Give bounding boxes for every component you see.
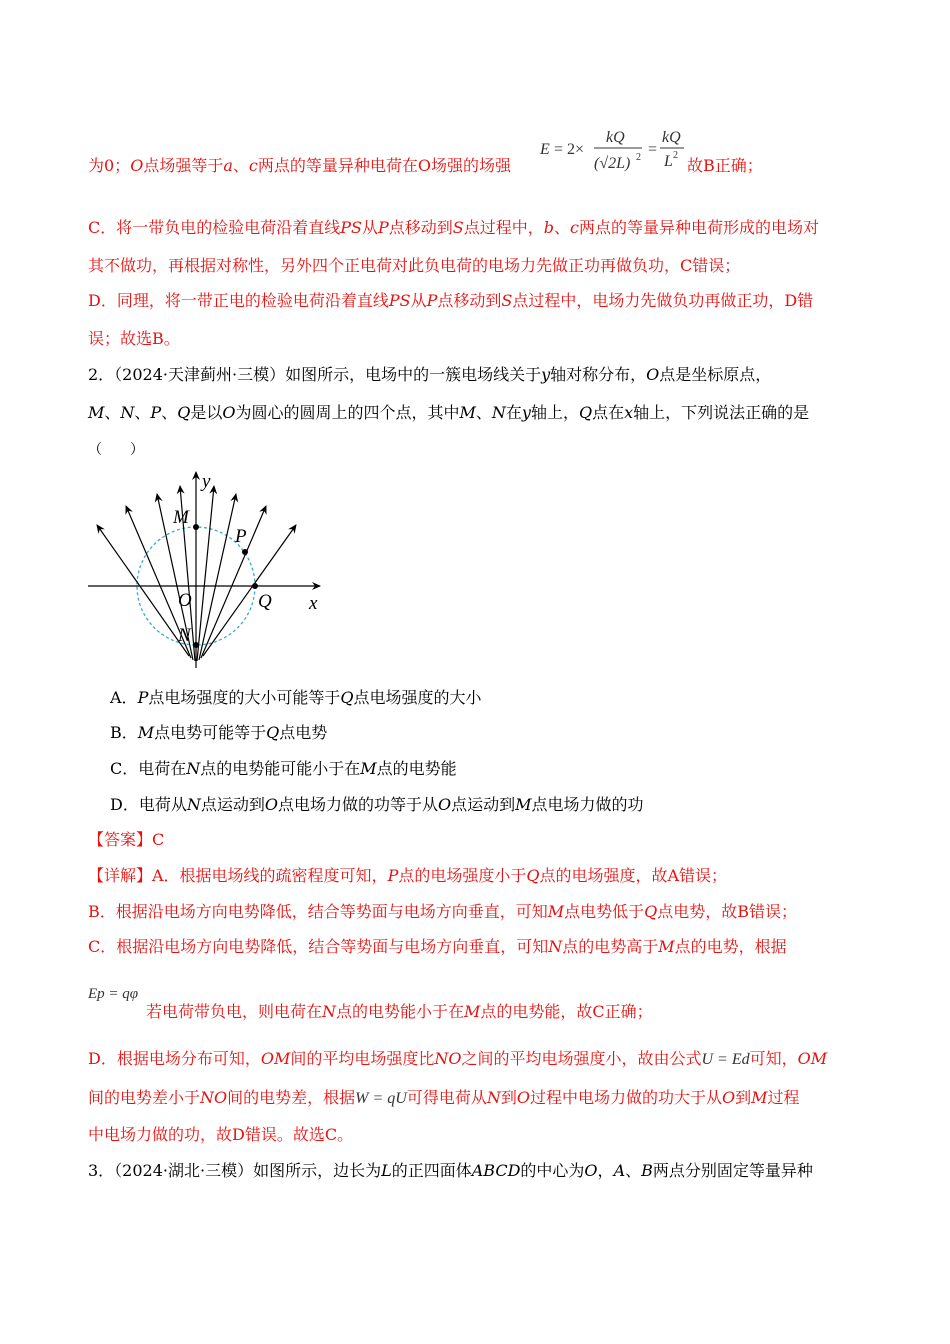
detail-line1: 【详解】A．根据电场线的疏密程度可知，P点的电场强度小于Q点的电场强度，故A错误； xyxy=(88,866,728,885)
svg-text:2: 2 xyxy=(636,152,641,163)
point-n xyxy=(193,642,199,648)
svg-text:(√2L): (√2L) xyxy=(594,155,631,172)
point-p xyxy=(242,549,248,555)
label-x: x xyxy=(309,593,318,614)
potential-energy-formula: Ep = qφ xyxy=(88,986,139,1002)
option-d-explanation-line1: D．同理，将一带正电的检验电荷沿着直线PS从P点移动到S点过程中，电场力先做负功再做正功，D错 xyxy=(88,291,814,310)
question-3-line1: 3．（2024·湖北·三模）如图所示，边长为L的正四面体ABCD的中心为O，A、B两点分别固定等量异种 xyxy=(88,1161,813,1180)
option-c-explanation-line2: 其不做功，再根据对称性，另外四个正电荷对此负电荷的电场力先做正功再做负功，C错误； xyxy=(88,256,741,275)
label-m: M xyxy=(173,507,189,528)
svg-text:=: = xyxy=(648,141,658,158)
electric-field-figure xyxy=(85,466,330,676)
answer-blank: （ ） xyxy=(88,442,144,458)
detail-line6: 间的电势差小于NO间的电势差，根据W = qU可得电荷从N到O过程中电场力做的功大于从O到M过程 xyxy=(88,1088,800,1107)
option-b: B．M点电势可能等于Q点电势 xyxy=(110,723,328,742)
svg-text:kQ: kQ xyxy=(662,129,681,146)
label-p: P xyxy=(235,526,247,547)
detail-line2: B．根据沿电场方向电势降低，结合等势面与电场方向垂直，可知M点电势低于Q点电势，故B错误； xyxy=(88,902,798,921)
svg-text:2: 2 xyxy=(673,150,678,161)
option-d: D．电荷从N点运动到O点电场力做的功等于从O点运动到M点电场力做的功 xyxy=(110,795,644,814)
svg-text:kQ: kQ xyxy=(606,129,625,146)
prev-explanation-line: 为0；O点场强等于a、c两点的等量异种电荷在O场强的场强 xyxy=(88,156,511,175)
detail-line3: C．根据沿电场方向电势降低，结合等势面与电场方向垂直，可知N点的电势高于M点的电势，根据 xyxy=(88,937,787,956)
label-n: N xyxy=(178,625,191,646)
option-c-explanation-line1: C．将一带负电的检验电荷沿着直线PS从P点移动到S点过程中，b、c两点的等量异种电荷形成的电场对 xyxy=(88,218,820,237)
option-a: A．P点电场强度的大小可能等于Q点电场强度的大小 xyxy=(110,688,482,707)
question-2-line2: M、N、P、Q是以O为圆心的圆周上的四个点，其中M、N在y轴上，Q点在x轴上，下列说法正确的是 xyxy=(88,403,810,422)
option-c: C．电荷在N点的电势能可能小于在M点的电势能 xyxy=(110,759,457,778)
question-2-line1: 2．（2024·天津蓟州·三模）如图所示，电场中的一簇电场线关于y轴对称分布，O点是坐标原点， xyxy=(88,365,772,384)
point-m xyxy=(193,524,199,530)
svg-text:= 2×: = 2× xyxy=(554,141,585,158)
detail-line4: 若电荷带负电，则电荷在N点的电势能小于在M点的电势能，故C正确； xyxy=(146,1002,653,1021)
field-strength-formula xyxy=(538,124,688,180)
label-y: y xyxy=(202,471,211,492)
label-o: O xyxy=(178,590,192,611)
label-q: Q xyxy=(258,591,272,612)
detail-line7: 中电场力做的功，故D错误。故选C。 xyxy=(88,1125,354,1144)
point-q xyxy=(252,583,258,589)
option-d-explanation-line2: 误；故选B。 xyxy=(88,329,180,348)
detail-line5: D．根据电场分布可知，OM间的平均电场强度比NO之间的平均电场强度小，故由公式U = Ed可知，OM xyxy=(88,1049,828,1068)
prev-conclusion: 故B正确； xyxy=(687,156,763,175)
svg-text:L: L xyxy=(664,153,673,170)
svg-text:E: E xyxy=(540,141,550,158)
answer-line: 【答案】C xyxy=(88,830,165,849)
